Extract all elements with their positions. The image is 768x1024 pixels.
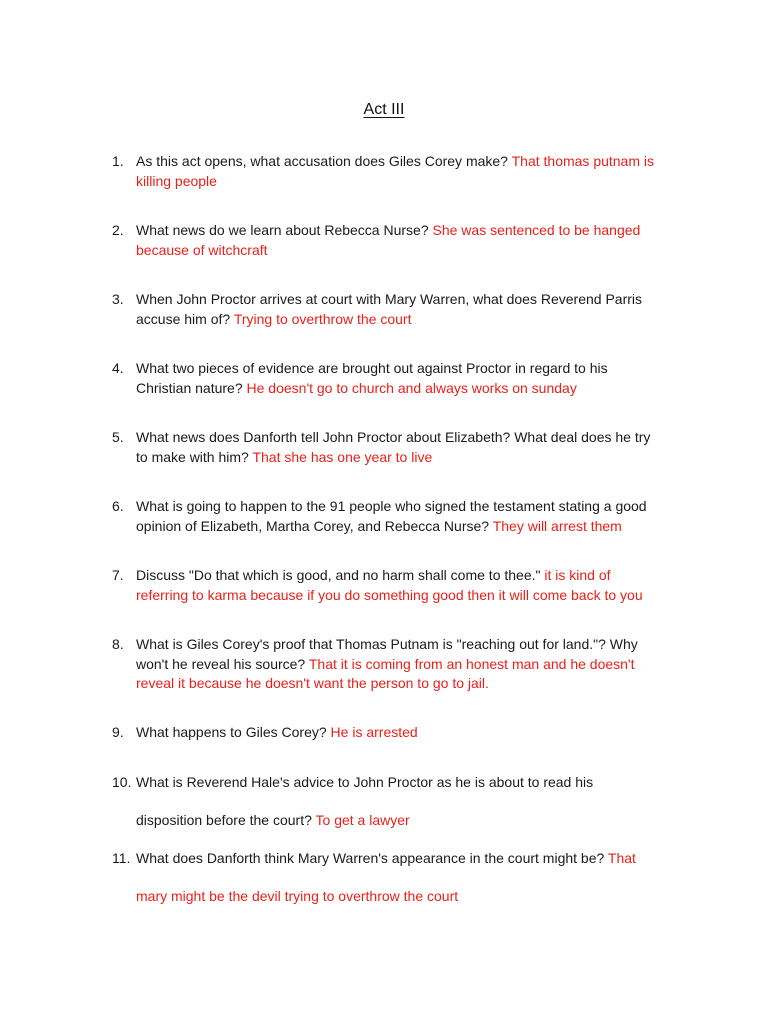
- answer-text: She was sentenced to be hanged because of witchcraft: [136, 222, 641, 258]
- question-number: 3.: [112, 291, 124, 307]
- question-number: 9.: [112, 724, 124, 740]
- answer-text: They will arrest them: [492, 517, 622, 534]
- question-3: [112, 290, 657, 329]
- question-number: 5.: [112, 429, 124, 445]
- question-number: 2.: [112, 222, 124, 238]
- question-number: 6.: [112, 498, 124, 514]
- answer-text: To get a lawyer: [315, 812, 410, 828]
- answer-text: That mary might be the devil trying to overthrow the court: [136, 850, 636, 904]
- question-11: [112, 839, 657, 915]
- answer-text: That she has one year to live: [252, 448, 433, 465]
- question-5: [112, 428, 657, 467]
- question-number: 7.: [112, 567, 124, 583]
- question-6: [112, 497, 657, 536]
- question-text: What news does Danforth tell John Proctor about Elizabeth? What deal does he try to make with him?: [136, 429, 651, 465]
- question-text: What is Giles Corey's proof that Thomas Putnam is "reaching out for land."? Why won't he reveal his source?: [136, 636, 638, 672]
- answer-text: it is kind of referring to karma because if you do something good then it will come back to you: [136, 567, 643, 603]
- question-number: 1.: [112, 153, 124, 169]
- question-number: 10.: [112, 774, 132, 790]
- question-number: 8.: [112, 636, 124, 652]
- answer-text: Trying to overthrow the court: [233, 310, 412, 327]
- question-1: [112, 152, 657, 191]
- question-text: As this act opens, what accusation does Giles Corey make?: [136, 153, 508, 169]
- question-9: [112, 723, 657, 743]
- question-8: [112, 635, 657, 694]
- answer-text: He doesn't go to church and always works on sunday: [246, 379, 577, 396]
- question-10: [112, 763, 657, 839]
- question-text: What happens to Giles Corey?: [136, 724, 327, 740]
- question-4: [112, 359, 657, 398]
- question-text: What news do we learn about Rebecca Nurse?: [136, 222, 429, 238]
- question-text: What is Reverend Hale's advice to John Proctor as he is about to read his disposition before the court?: [136, 774, 594, 828]
- question-number: 11.: [112, 850, 131, 866]
- answer-text: That thomas putnam is killing people: [136, 153, 655, 189]
- question-number: 4.: [112, 360, 124, 376]
- question-7: [112, 566, 657, 605]
- question-text: What two pieces of evidence are brought out against Proctor in regard to his Christian nature?: [136, 360, 608, 396]
- question-2: [112, 221, 657, 260]
- answer-text: That it is coming from an honest man and he doesn't reveal it because he doesn't want the person to go to jail.: [136, 655, 635, 691]
- question-text: What is going to happen to the 91 people who signed the testament stating a good opinion of Elizabeth, Martha Corey, and Rebecca Nurse?: [136, 498, 647, 534]
- question-text: Discuss "Do that which is good, and no harm shall come to thee.": [136, 567, 541, 583]
- page-title: Act III: [363, 101, 405, 118]
- answer-text: He is arrested: [330, 724, 418, 740]
- question-text: When John Proctor arrives at court with Mary Warren, what does Reverend Parris accuse him of?: [136, 291, 643, 327]
- question-text: What does Danforth think Mary Warren's appearance in the court might be?: [136, 850, 605, 866]
